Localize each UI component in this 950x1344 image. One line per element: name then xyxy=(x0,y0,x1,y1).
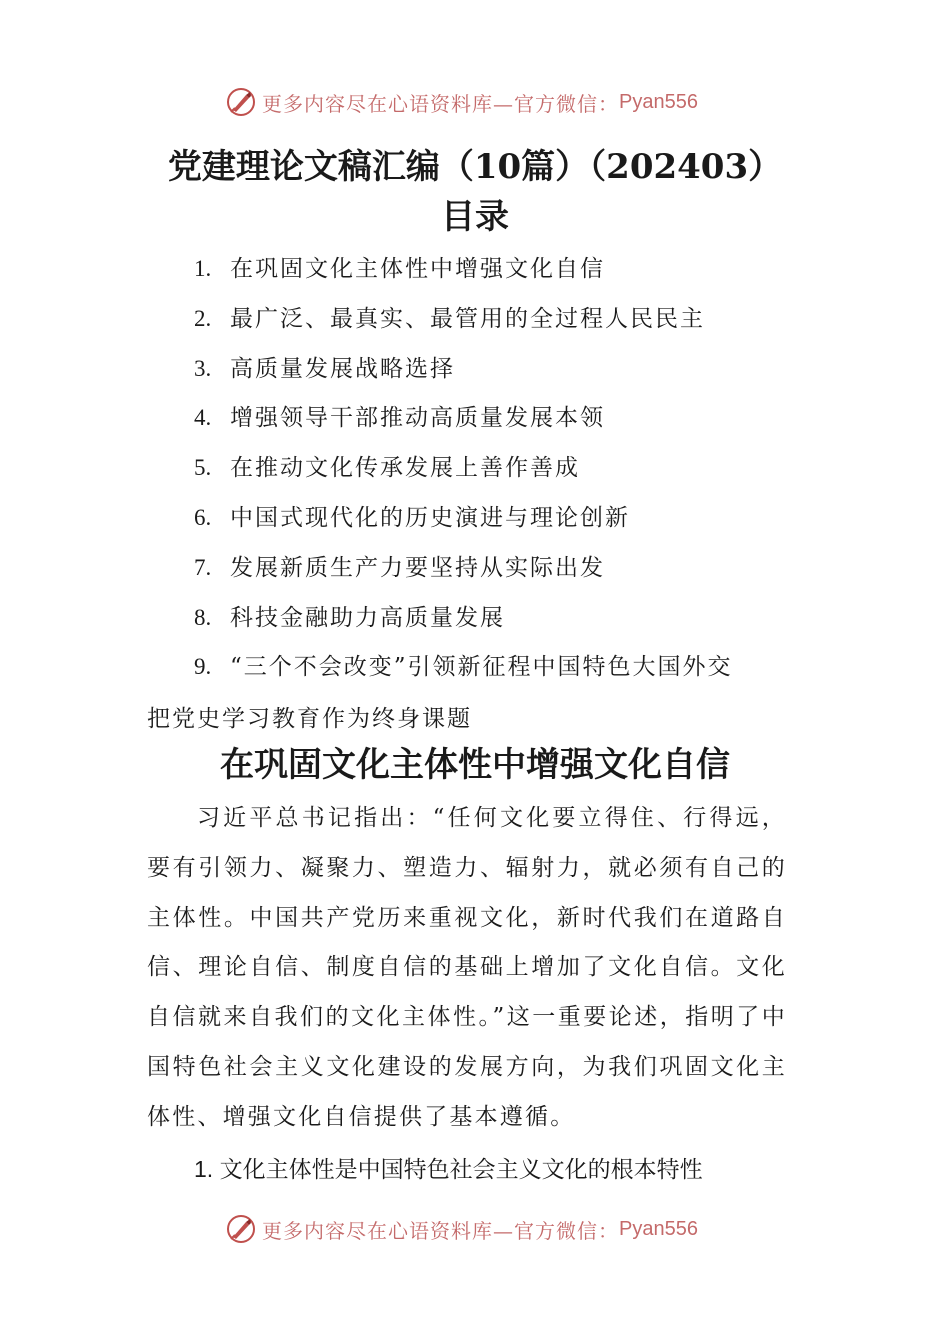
toc-heading: 目录 xyxy=(441,197,509,237)
toc-item-label: 最广泛、最真实、最管用的全过程人民民主 xyxy=(230,305,705,332)
toc-item xyxy=(194,543,834,593)
watermark-wechat-id: Pyan556 xyxy=(619,1217,698,1240)
toc-item-label: 中国式现代化的历史演进与理论创新 xyxy=(230,504,630,531)
watermark-wechat-id: Pyan556 xyxy=(619,90,698,113)
toc-item-label: 发展新质生产力要坚持从实际出发 xyxy=(230,554,605,581)
toc-item-label: 高质量发展战略选择 xyxy=(230,355,455,382)
toc-item xyxy=(194,244,834,294)
toc-item xyxy=(194,344,834,394)
toc-item-number: 6. xyxy=(194,504,212,530)
toc-item-number: 7. xyxy=(194,554,212,580)
toc-item-number: 9. xyxy=(194,654,212,680)
watermark-text: 更多内容尽在心语资料库—官方微信： xyxy=(262,91,619,116)
toc-item xyxy=(194,393,834,443)
toc-item-number: 1. xyxy=(194,256,212,281)
toc-item-label: 增强领导干部推动高质量发展本领 xyxy=(230,405,605,432)
article-title: 在巩固文化主体性中增强文化自信 xyxy=(220,745,730,785)
toc-item xyxy=(194,642,834,692)
toc-item-number: 2. xyxy=(194,305,212,331)
toc-item-number: 4. xyxy=(194,405,212,431)
article-paragraph: 习近平总书记指出：“任何文化要立得住、行得远，要有引领力、凝聚力、塑造力、辐射力，就必须有自己的主体性。中国共产党历来重视文化，新时代我们在道路自信、理论自信、制度自信的基础上增加了文化自信。文化自信就来自我们的文化主体性。”这一重要论述，指明了中国特色社会主义文化建设的发展方向，为我们巩固文化主体性、增强文化自信提供了基本遵循。 xyxy=(147,805,787,1130)
article-subheading: 1. 文化主体性是中国特色社会主义文化的根本特性 xyxy=(194,1156,703,1182)
table-of-contents xyxy=(194,244,834,692)
watermark-text: 更多内容尽在心语资料库—官方微信： xyxy=(262,1218,619,1243)
toc-item-number: 8. xyxy=(194,604,212,630)
toc-item xyxy=(194,593,834,643)
toc-item-label: 科技金融助力高质量发展 xyxy=(230,604,505,631)
toc-item-label: “三个不会改变”引领新征程中国特色大国外交 xyxy=(230,654,733,681)
toc-item xyxy=(194,443,834,493)
toc-item xyxy=(194,294,834,344)
quill-logo-icon xyxy=(226,87,256,117)
toc-item-label: 在推动文化传承发展上善作善成 xyxy=(230,455,580,482)
watermark-footer xyxy=(226,1211,746,1247)
quill-logo-icon xyxy=(226,1214,256,1244)
toc-item-unnumbered: 把党史学习教育作为终身课题 xyxy=(147,706,472,732)
toc-item-number: 3. xyxy=(194,355,212,381)
toc-item-label: 在巩固文化主体性中增强文化自信 xyxy=(230,256,605,282)
toc-item-number: 5. xyxy=(194,455,212,481)
toc-item xyxy=(194,493,834,543)
document-title: 党建理论文稿汇编（10篇）（202403） xyxy=(167,147,783,187)
watermark-header xyxy=(226,84,746,120)
